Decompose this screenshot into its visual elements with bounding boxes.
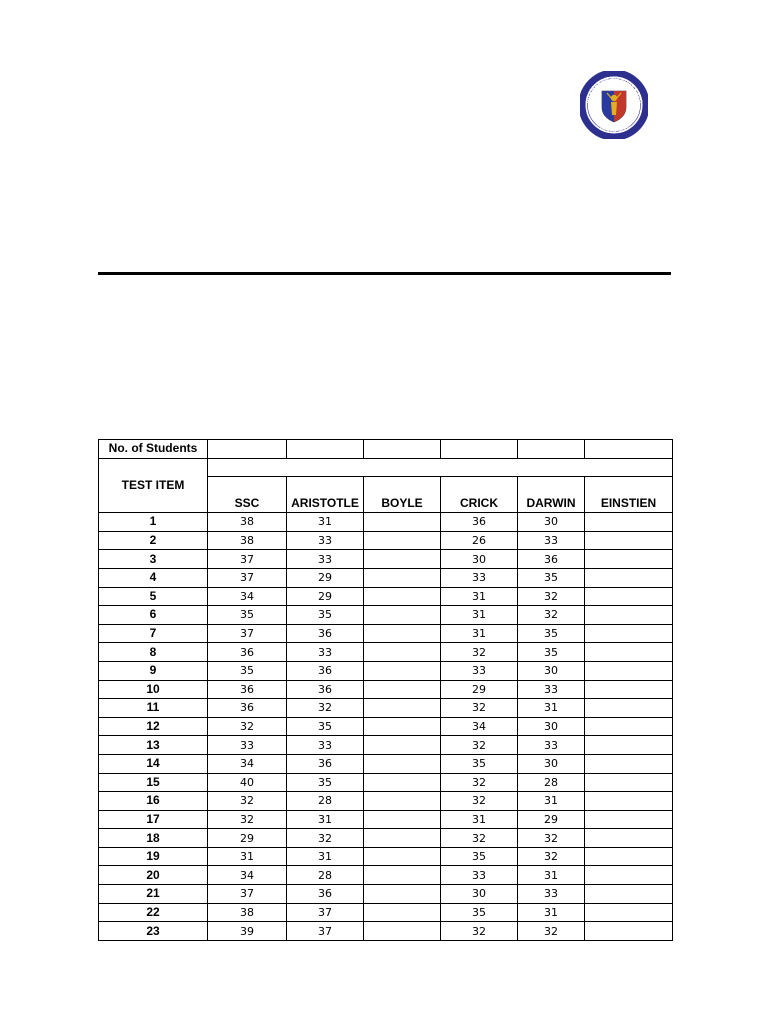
table-row bbox=[99, 680, 673, 699]
score-cell-ssc: 38 bbox=[208, 513, 287, 532]
score-cell-ssc: 31 bbox=[208, 847, 287, 866]
score-cell-darwin: 32 bbox=[518, 847, 585, 866]
score-cell-boyle bbox=[364, 792, 441, 811]
score-cell-darwin: 35 bbox=[518, 624, 585, 643]
table-row bbox=[99, 792, 673, 811]
score-cell-boyle bbox=[364, 885, 441, 904]
test-item-number: 20 bbox=[99, 866, 208, 885]
score-cell-crick: 31 bbox=[441, 624, 518, 643]
table-row bbox=[99, 829, 673, 848]
score-cell-einstien bbox=[585, 792, 673, 811]
table-row bbox=[99, 736, 673, 755]
score-cell-aristotle: 33 bbox=[287, 736, 364, 755]
students-cell bbox=[208, 440, 287, 459]
score-cell-boyle bbox=[364, 922, 441, 941]
score-cell-boyle bbox=[364, 568, 441, 587]
section-header-einstien: EINSTIEN bbox=[585, 477, 673, 513]
table-row bbox=[99, 773, 673, 792]
section-header-crick: CRICK bbox=[441, 477, 518, 513]
score-cell-darwin: 32 bbox=[518, 606, 585, 625]
score-cell-aristotle: 32 bbox=[287, 829, 364, 848]
score-cell-darwin: 35 bbox=[518, 568, 585, 587]
table-row bbox=[99, 717, 673, 736]
score-cell-aristotle: 35 bbox=[287, 606, 364, 625]
score-cell-einstien bbox=[585, 587, 673, 606]
score-cell-ssc: 35 bbox=[208, 606, 287, 625]
table-row bbox=[99, 661, 673, 680]
score-cell-boyle bbox=[364, 550, 441, 569]
score-cell-aristotle: 36 bbox=[287, 754, 364, 773]
test-item-number: 5 bbox=[99, 587, 208, 606]
score-cell-aristotle: 33 bbox=[287, 531, 364, 550]
score-cell-ssc: 37 bbox=[208, 885, 287, 904]
score-cell-crick: 31 bbox=[441, 587, 518, 606]
table-row bbox=[99, 699, 673, 718]
score-cell-aristotle: 29 bbox=[287, 568, 364, 587]
score-cell-crick: 35 bbox=[441, 754, 518, 773]
score-cell-darwin: 30 bbox=[518, 717, 585, 736]
score-cell-einstien bbox=[585, 903, 673, 922]
score-cell-darwin: 31 bbox=[518, 903, 585, 922]
score-cell-crick: 32 bbox=[441, 922, 518, 941]
table-row bbox=[99, 587, 673, 606]
score-cell-boyle bbox=[364, 866, 441, 885]
test-item-number: 23 bbox=[99, 922, 208, 941]
score-cell-darwin: 33 bbox=[518, 680, 585, 699]
section-header-boyle: BOYLE bbox=[364, 477, 441, 513]
score-cell-crick: 32 bbox=[441, 773, 518, 792]
score-cell-boyle bbox=[364, 680, 441, 699]
score-cell-ssc: 34 bbox=[208, 587, 287, 606]
score-cell-einstien bbox=[585, 754, 673, 773]
score-cell-boyle bbox=[364, 903, 441, 922]
score-cell-boyle bbox=[364, 513, 441, 532]
score-cell-aristotle: 29 bbox=[287, 587, 364, 606]
score-cell-crick: 35 bbox=[441, 903, 518, 922]
table-row bbox=[99, 550, 673, 569]
score-cell-aristotle: 31 bbox=[287, 847, 364, 866]
test-item-scores-table bbox=[98, 439, 673, 941]
score-cell-einstien bbox=[585, 568, 673, 587]
test-item-number: 7 bbox=[99, 624, 208, 643]
score-cell-ssc: 40 bbox=[208, 773, 287, 792]
students-cell bbox=[364, 440, 441, 459]
score-cell-aristotle: 31 bbox=[287, 513, 364, 532]
score-cell-boyle bbox=[364, 531, 441, 550]
table-row bbox=[99, 606, 673, 625]
score-cell-einstien bbox=[585, 736, 673, 755]
table-row bbox=[99, 903, 673, 922]
score-cell-boyle bbox=[364, 829, 441, 848]
test-item-number: 21 bbox=[99, 885, 208, 904]
score-cell-boyle bbox=[364, 773, 441, 792]
test-item-number: 1 bbox=[99, 513, 208, 532]
score-cell-darwin: 30 bbox=[518, 754, 585, 773]
header-spacer-row bbox=[99, 458, 673, 477]
score-cell-darwin: 33 bbox=[518, 736, 585, 755]
score-cell-darwin: 29 bbox=[518, 810, 585, 829]
score-cell-ssc: 34 bbox=[208, 866, 287, 885]
score-cell-crick: 35 bbox=[441, 847, 518, 866]
test-item-number: 3 bbox=[99, 550, 208, 569]
test-item-number: 16 bbox=[99, 792, 208, 811]
seal-bottom-text: REPUBLIKA NG PILIPINAS bbox=[594, 120, 634, 135]
students-cell bbox=[518, 440, 585, 459]
score-cell-darwin: 32 bbox=[518, 829, 585, 848]
score-cell-ssc: 32 bbox=[208, 792, 287, 811]
score-cell-ssc: 35 bbox=[208, 661, 287, 680]
score-cell-ssc: 36 bbox=[208, 643, 287, 662]
table-row bbox=[99, 568, 673, 587]
score-cell-einstien bbox=[585, 643, 673, 662]
score-cell-ssc: 37 bbox=[208, 568, 287, 587]
score-cell-ssc: 39 bbox=[208, 922, 287, 941]
score-cell-einstien bbox=[585, 810, 673, 829]
students-cell bbox=[441, 440, 518, 459]
test-item-number: 2 bbox=[99, 531, 208, 550]
score-cell-ssc: 36 bbox=[208, 680, 287, 699]
score-cell-einstien bbox=[585, 866, 673, 885]
score-cell-einstien bbox=[585, 606, 673, 625]
score-cell-einstien bbox=[585, 922, 673, 941]
score-cell-ssc: 38 bbox=[208, 531, 287, 550]
score-cell-einstien bbox=[585, 885, 673, 904]
score-cell-einstien bbox=[585, 847, 673, 866]
score-cell-crick: 32 bbox=[441, 736, 518, 755]
score-cell-aristotle: 36 bbox=[287, 661, 364, 680]
table-row bbox=[99, 922, 673, 941]
table-row bbox=[99, 643, 673, 662]
score-cell-crick: 32 bbox=[441, 792, 518, 811]
score-cell-aristotle: 31 bbox=[287, 810, 364, 829]
no-of-students-label: No. of Students bbox=[99, 440, 208, 459]
score-cell-crick: 31 bbox=[441, 810, 518, 829]
score-cell-aristotle: 36 bbox=[287, 680, 364, 699]
score-cell-boyle bbox=[364, 717, 441, 736]
test-item-number: 11 bbox=[99, 699, 208, 718]
test-item-number: 8 bbox=[99, 643, 208, 662]
score-cell-crick: 32 bbox=[441, 829, 518, 848]
score-cell-darwin: 28 bbox=[518, 773, 585, 792]
score-cell-aristotle: 32 bbox=[287, 699, 364, 718]
score-cell-boyle bbox=[364, 661, 441, 680]
table-row bbox=[99, 624, 673, 643]
score-cell-ssc: 32 bbox=[208, 717, 287, 736]
score-cell-aristotle: 28 bbox=[287, 792, 364, 811]
table-row bbox=[99, 513, 673, 532]
score-cell-crick: 33 bbox=[441, 568, 518, 587]
test-item-number: 18 bbox=[99, 829, 208, 848]
section-header-darwin: DARWIN bbox=[518, 477, 585, 513]
score-cell-crick: 32 bbox=[441, 699, 518, 718]
test-item-number: 14 bbox=[99, 754, 208, 773]
score-cell-boyle bbox=[364, 699, 441, 718]
score-cell-einstien bbox=[585, 717, 673, 736]
header-spacer-cell bbox=[208, 458, 673, 477]
score-cell-ssc: 36 bbox=[208, 699, 287, 718]
score-cell-darwin: 31 bbox=[518, 699, 585, 718]
score-cell-aristotle: 35 bbox=[287, 717, 364, 736]
score-cell-einstien bbox=[585, 680, 673, 699]
score-cell-ssc: 37 bbox=[208, 550, 287, 569]
test-item-number: 9 bbox=[99, 661, 208, 680]
score-cell-darwin: 32 bbox=[518, 587, 585, 606]
score-cell-einstien bbox=[585, 550, 673, 569]
students-cell bbox=[585, 440, 673, 459]
score-cell-darwin: 32 bbox=[518, 922, 585, 941]
score-cell-crick: 31 bbox=[441, 606, 518, 625]
table-row bbox=[99, 810, 673, 829]
score-cell-aristotle: 37 bbox=[287, 903, 364, 922]
score-cell-crick: 30 bbox=[441, 550, 518, 569]
seal-top-text: AGAWARAN NG EDUKASYO bbox=[584, 75, 644, 104]
score-cell-aristotle: 37 bbox=[287, 922, 364, 941]
score-cell-darwin: 33 bbox=[518, 885, 585, 904]
students-row bbox=[99, 440, 673, 459]
score-cell-einstien bbox=[585, 624, 673, 643]
score-cell-einstien bbox=[585, 829, 673, 848]
score-cell-crick: 32 bbox=[441, 643, 518, 662]
score-cell-boyle bbox=[364, 736, 441, 755]
test-item-number: 15 bbox=[99, 773, 208, 792]
score-cell-crick: 29 bbox=[441, 680, 518, 699]
score-cell-darwin: 31 bbox=[518, 866, 585, 885]
students-cell bbox=[287, 440, 364, 459]
score-cell-aristotle: 33 bbox=[287, 643, 364, 662]
score-cell-ssc: 33 bbox=[208, 736, 287, 755]
test-item-number: 12 bbox=[99, 717, 208, 736]
score-cell-boyle bbox=[364, 754, 441, 773]
score-cell-einstien bbox=[585, 773, 673, 792]
score-cell-aristotle: 36 bbox=[287, 624, 364, 643]
horizontal-rule bbox=[98, 272, 671, 275]
score-cell-crick: 33 bbox=[441, 866, 518, 885]
score-cell-darwin: 30 bbox=[518, 661, 585, 680]
test-item-number: 17 bbox=[99, 810, 208, 829]
score-cell-darwin: 30 bbox=[518, 513, 585, 532]
score-cell-ssc: 38 bbox=[208, 903, 287, 922]
test-item-number: 6 bbox=[99, 606, 208, 625]
score-cell-einstien bbox=[585, 513, 673, 532]
score-cell-crick: 30 bbox=[441, 885, 518, 904]
score-cell-ssc: 32 bbox=[208, 810, 287, 829]
score-cell-darwin: 35 bbox=[518, 643, 585, 662]
score-cell-ssc: 37 bbox=[208, 624, 287, 643]
score-cell-einstien bbox=[585, 699, 673, 718]
score-cell-boyle bbox=[364, 624, 441, 643]
score-cell-aristotle: 35 bbox=[287, 773, 364, 792]
score-cell-boyle bbox=[364, 810, 441, 829]
test-item-number: 22 bbox=[99, 903, 208, 922]
test-item-label: TEST ITEM bbox=[99, 458, 208, 513]
test-item-number: 4 bbox=[99, 568, 208, 587]
score-cell-crick: 33 bbox=[441, 661, 518, 680]
score-cell-aristotle: 36 bbox=[287, 885, 364, 904]
table-row bbox=[99, 847, 673, 866]
table-row bbox=[99, 866, 673, 885]
score-cell-ssc: 29 bbox=[208, 829, 287, 848]
score-cell-aristotle: 33 bbox=[287, 550, 364, 569]
score-cell-boyle bbox=[364, 643, 441, 662]
score-cell-einstien bbox=[585, 661, 673, 680]
table-row bbox=[99, 531, 673, 550]
section-header-ssc: SSC bbox=[208, 477, 287, 513]
test-item-number: 10 bbox=[99, 680, 208, 699]
test-item-number: 19 bbox=[99, 847, 208, 866]
score-cell-boyle bbox=[364, 847, 441, 866]
score-cell-ssc: 34 bbox=[208, 754, 287, 773]
test-item-number: 13 bbox=[99, 736, 208, 755]
deped-seal-logo bbox=[580, 71, 648, 139]
score-cell-aristotle: 28 bbox=[287, 866, 364, 885]
score-cell-crick: 26 bbox=[441, 531, 518, 550]
table-row bbox=[99, 754, 673, 773]
score-cell-darwin: 31 bbox=[518, 792, 585, 811]
score-cell-boyle bbox=[364, 606, 441, 625]
score-cell-darwin: 36 bbox=[518, 550, 585, 569]
score-cell-crick: 34 bbox=[441, 717, 518, 736]
score-cell-crick: 36 bbox=[441, 513, 518, 532]
score-cell-boyle bbox=[364, 587, 441, 606]
score-cell-darwin: 33 bbox=[518, 531, 585, 550]
table-row bbox=[99, 885, 673, 904]
section-header-aristotle: ARISTOTLE bbox=[287, 477, 364, 513]
score-cell-einstien bbox=[585, 531, 673, 550]
